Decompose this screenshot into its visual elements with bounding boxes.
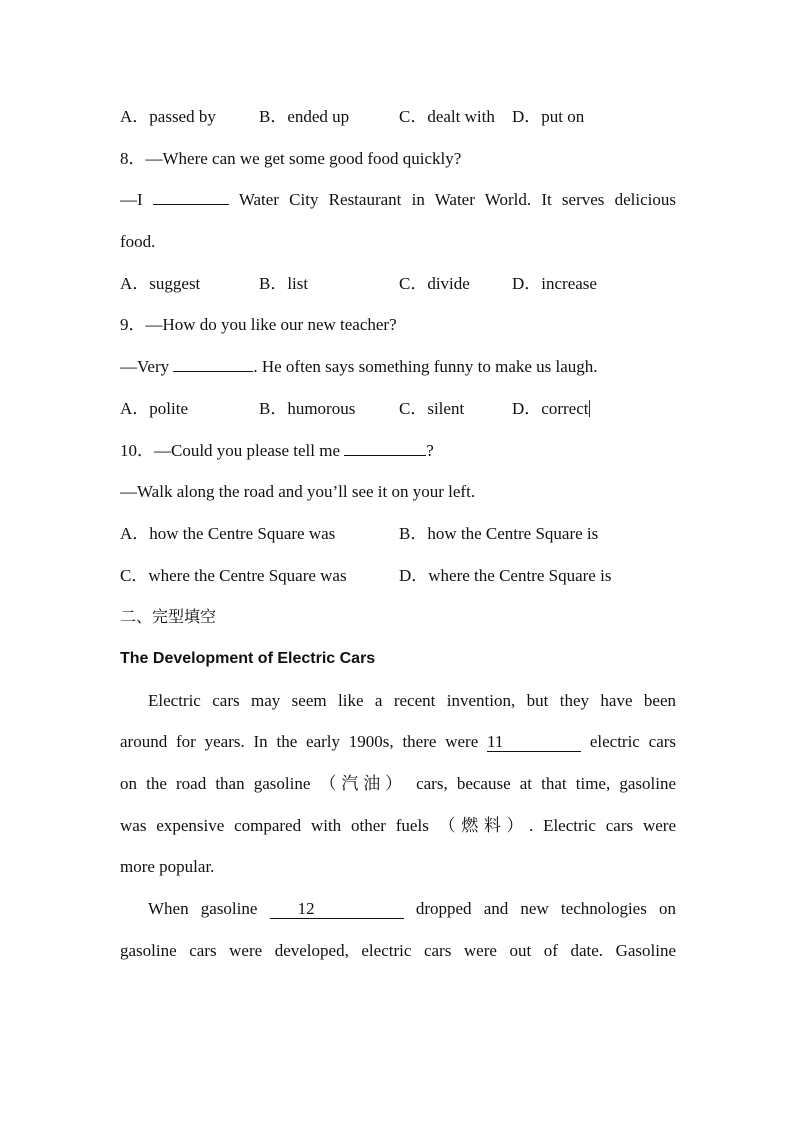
blank-11: 11 [487,733,581,752]
q8-answer-pre: —I [120,190,143,210]
q10-options-row1 [120,513,676,555]
q10-option-b: B．how the Centre Square is [399,523,599,543]
q8-answer-post: Water City Restaurant in Water World. It serves delicious [238,190,676,210]
text-cursor [589,400,590,417]
q9-blank [173,353,253,372]
passage-p2-line1 [120,888,676,930]
q9-answer-post: . He often says something funny to make us laugh. [253,357,598,377]
q9-option-a: A．polite [120,398,188,418]
q7-option-b: B．ended up [259,107,350,126]
q7-options [120,96,676,138]
q8-question: 8．—Where can we get some good food quickly? [120,148,462,168]
q7-option-c: C．dealt with [399,107,495,126]
p2-line1-pre: When gasoline [148,899,258,919]
passage-p1-line5: more popular. [120,857,215,877]
p1-line2-post: electric cars [589,732,677,752]
q8-option-b: B．list [259,273,309,293]
blank-12: 12 [270,900,404,919]
q9-option-b: B．humorous [259,398,356,418]
q7-option-d: D．put on [512,107,585,126]
q9-option-d [512,388,590,430]
passage-p1-line3: on the road than gasoline （汽油） cars, because at that time, gasoline [120,774,676,793]
q9-question: 9．—How do you like our new teacher? [120,315,397,335]
document-page [120,96,676,971]
passage-p1-line2 [120,721,676,763]
passage-title: The Development of Electric Cars [120,649,376,667]
q10-blank [344,437,426,456]
q8-options [120,263,676,305]
q9-answer-pre: —Very [120,357,170,377]
q8-option-c: C．divide [399,273,470,293]
q10-question [120,430,676,472]
q8-answer [120,179,676,221]
q8-answer-cont: food. [120,232,156,252]
q8-option-d: D．increase [512,273,597,293]
q9-options [120,388,676,430]
q9-answer [120,346,676,388]
q10-question-post: ? [426,440,434,460]
p2-line1-post: dropped and new technologies on [415,899,677,919]
q8-blank [153,186,229,205]
section-heading: 二、完型填空 [120,607,217,627]
q8-option-a: A．suggest [120,273,201,293]
q9-option-c: C．silent [399,398,465,418]
q10-question-pre: 10．—Could you please tell me [120,440,341,460]
q10-answer: —Walk along the road and you’ll see it on your left. [120,482,476,502]
passage-p1-line1: Electric cars may seem like a recent invention, but they have been [148,690,676,710]
passage-p1-line4: was expensive compared with other fuels （燃料）. Electric cars were [120,815,676,835]
q10-options-row2 [120,555,676,597]
q10-option-c: C．where the Centre Square was [120,565,347,585]
q9-option-d-text: D．correct [512,398,589,418]
q10-option-d: D．where the Centre Square is [399,565,612,585]
q10-option-a: A．how the Centre Square was [120,523,336,543]
q7-option-a: A．passed by [120,107,216,126]
p1-line2-pre: around for years. In the early 1900s, there were [120,732,479,752]
passage-p2-line2: gasoline cars were developed, electric cars were out of date. Gasoline [120,940,676,960]
